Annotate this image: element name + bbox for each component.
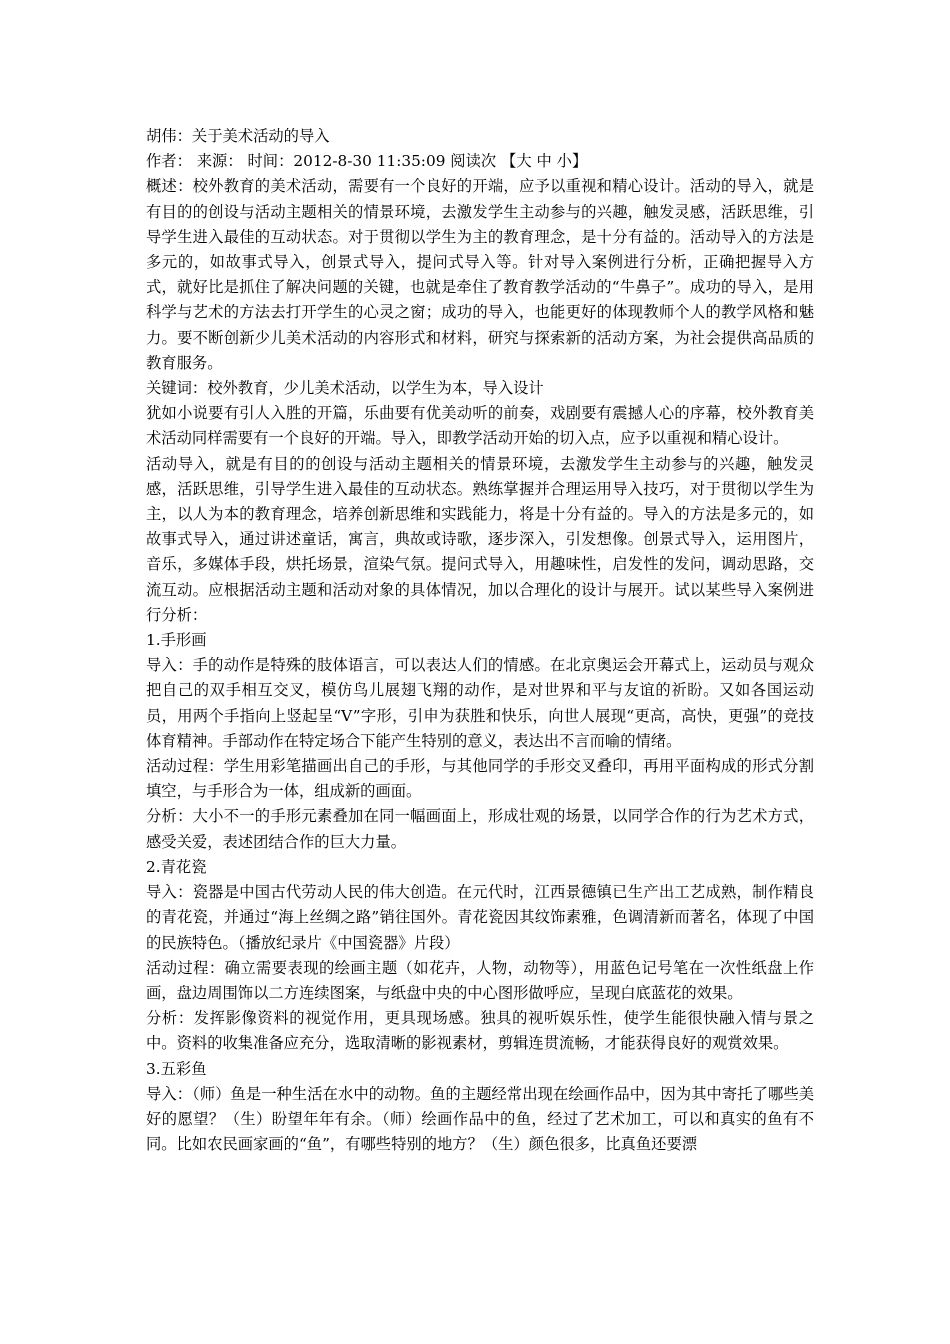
section-heading-hand-painting: 1.手形画 [146, 631, 207, 650]
intro-paragraph: 犹如小说要有引人入胜的开篇，乐曲要有优美动听的前奏，戏剧要有震撼人心的序幕，校外教育美术活动同样需要有一个良好的开端。导入，即教学活动开始的切入点，应予以重视和精心设计。 [146, 404, 814, 448]
hand-painting-process: 活动过程：学生用彩笔描画出自己的手形，与其他同学的手形交叉叠印，再用平面构成的形式分割填空，与手形合为一体，组成新的画面。 [146, 757, 814, 801]
article-meta: 作者： 来源： 时间：2012-8-30 11:35:09 阅读次 【大 中 小】 [146, 152, 588, 171]
article-title: 胡伟：关于美术活动的导入 [146, 127, 330, 145]
section-heading-colorful-fish: 3.五彩鱼 [146, 1059, 207, 1078]
abstract-paragraph: 概述：校外教育的美术活动，需要有一个良好的开端，应予以重视和精心设计。活动的导入，就是有目的的创设与活动主题相关的情景环境，去激发学生主动参与的兴趣，触发灵感，活跃思维，引导学生进入最佳的互动状态。对于贯彻以学生为主的教育理念，是十分有益的。活动导入的方法是多元的，如故事式导入，创景式导入，提问式导入等。针对导入案例进行分析，正确把握导入方式，就好比是抓住了解决问题的关键，也就是牵住了教育教学活动的“牛鼻子”。成功的导入，是用科学与艺术的方法去打开学生的心灵之窗；成功的导入，也能更好的体现教师个人的教学风格和魅力。要不断创新少儿美术活动的内容形式和材料，研究与探索新的活动方案，为社会提供高品质的教育服务。 [146, 177, 814, 372]
method-paragraph: 活动导入，就是有目的的创设与活动主题相关的情景环境，去激发学生主动参与的兴趣，触发灵感，活跃思维，引导学生进入最佳的互动状态。熟练掌握并合理运用导入技巧，对于贯彻以学生为主，以人为本的教育理念，培养创新思维和实践能力，将是十分有益的。导入的方法是多元的，如故事式导入，通过讲述童话，寓言，典故或诗歌，逐步深入，引发想像。创景式导入，运用图片，音乐，多媒体手段，烘托场景，渲染气氛。提问式导入，用趣味性，启发性的发问，调动思路，交流互动。应根据活动主题和活动对象的具体情况，加以合理化的设计与展开。试以某些导入案例进行分析： [146, 454, 814, 624]
keywords-paragraph: 关键词：校外教育，少儿美术活动，以学生为本，导入设计 [146, 379, 544, 398]
document-page [146, 124, 814, 1157]
blue-porcelain-intro: 导入：瓷器是中国古代劳动人民的伟大创造。在元代时，江西景德镇已生产出工艺成熟，制作精良的青花瓷，并通过“海上丝绸之路”销往国外。青花瓷因其纹饰素雅，色调清新而著名，体现了中国的民族特色。（播放纪录片《中国瓷器》片段） [146, 883, 814, 952]
section-heading-blue-porcelain: 2.青花瓷 [146, 857, 207, 876]
blue-porcelain-analysis: 分析：发挥影像资料的视觉作用，更具现场感。独具的视听娱乐性，使学生能很快融入情与景之中。资料的收集准备应充分，选取清晰的影视素材，剪辑连贯流畅，才能获得良好的观赏效果。 [146, 1009, 814, 1053]
hand-painting-intro: 导入：手的动作是特殊的肢体语言，可以表达人们的情感。在北京奥运会开幕式上，运动员与观众把自己的双手相互交叉，模仿鸟儿展翅飞翔的动作，是对世界和平与友谊的祈盼。又如各国运动员，用两个手指向上竖起呈“V”字形，引申为获胜和快乐，向世人展现“更高，高快，更强”的竞技体育精神。手部动作在特定场合下能产生特别的意义，表达出不言而喻的情绪。 [146, 656, 814, 750]
colorful-fish-intro: 导入：（师）鱼是一种生活在水中的动物。鱼的主题经常出现在绘画作品中，因为其中寄托了哪些美好的愿望？（生）盼望年年有余。（师）绘画作品中的鱼，经过了艺术加工，可以和真实的鱼有不同。比如农民画家画的“鱼”，有哪些特别的地方？（生）颜色很多，比真鱼还要漂 [146, 1084, 814, 1154]
blue-porcelain-process: 活动过程：确立需要表现的绘画主题（如花卉，人物，动物等），用蓝色记号笔在一次性纸盘上作画，盘边周围饰以二方连续图案，与纸盘中央的中心图形做呼应，呈现白底蓝花的效果。 [146, 958, 814, 1002]
hand-painting-analysis: 分析：大小不一的手形元素叠加在同一幅画面上，形成壮观的场景，以同学合作的行为艺术方式，感受关爱，表述团结合作的巨大力量。 [146, 807, 814, 851]
